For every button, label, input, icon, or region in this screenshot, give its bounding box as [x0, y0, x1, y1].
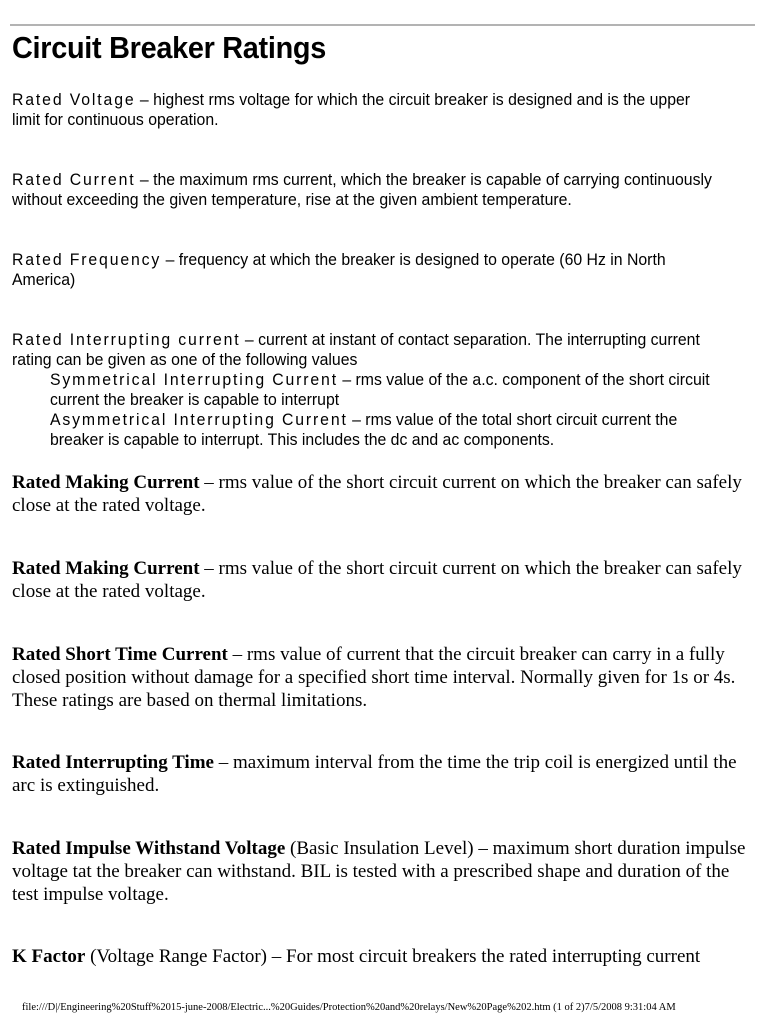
- definition-text: – highest rms voltage for which the circuit breaker is designed and is the upper limit for continuous operation.: [12, 90, 691, 129]
- definition-rated-making-current: [12, 471, 748, 517]
- definition-text: (Voltage Range Factor) – For most circuit breakers the rated interrupting current: [85, 946, 701, 967]
- definition-text: – rms value of the a.c. component of the short circuit current the breaker is capable to interrupt: [50, 370, 710, 409]
- definition-term: Rated Short Time Current: [12, 644, 228, 665]
- top-divider: [10, 24, 755, 26]
- definition-term: Symmetrical Interrupting Current: [50, 370, 338, 389]
- definition-rated-voltage: [12, 90, 719, 130]
- definition-rated-current: [12, 170, 719, 210]
- definition-text: (Basic Insulation Level) – maximum short duration impulse voltage tat the breaker can withstand. BIL is tested with a prescribed shape and duration of the test impulse voltage.: [12, 838, 746, 905]
- definition-term: Rated Making Current: [12, 472, 200, 493]
- definition-text: – rms value of current that the circuit breaker can carry in a fully closed position without damage for a specified short time interval. Normally given for 1s or 4s. These ratings are based on thermal limitations.: [12, 644, 736, 711]
- definition-text: – current at instant of contact separation. The interrupting current rating can be given as one of the following values: [12, 330, 700, 369]
- definition-term: Rated Current: [12, 170, 136, 189]
- page-footer-url: file:///D|/Engineering%20Stuff%2015-june-2008/Electric...%20Guides/Protection%20and%20relays/New%20Page%202.htm (1 of 2)7/5/2008 9:31:04 AM: [22, 1002, 676, 1013]
- definition-rated-frequency: [12, 250, 719, 290]
- definition-text: – frequency at which the breaker is designed to operate (60 Hz in North America): [12, 250, 666, 289]
- subdefinition-asymmetrical: [50, 410, 720, 450]
- definition-rated-interrupting-time: [12, 751, 748, 797]
- definition-text: – rms value of the short circuit current on which the breaker can safely close at the rated voltage.: [12, 472, 742, 516]
- definition-rated-interrupting-current: [12, 330, 719, 370]
- definition-term: Rated Making Current: [12, 558, 200, 579]
- definition-term: Rated Frequency: [12, 250, 162, 269]
- definition-text: – rms value of the total short circuit current the breaker is capable to interrupt. This includes the dc and ac components.: [50, 410, 678, 449]
- definition-rated-making-current-repeat: [12, 557, 748, 603]
- definition-k-factor: [12, 945, 748, 968]
- definition-rated-short-time-current: [12, 643, 748, 712]
- definition-term: Rated Interrupting current: [12, 330, 241, 349]
- definition-text: – the maximum rms current, which the breaker is capable of carrying continuously without exceeding the given temperature, rise at the given ambient temperature.: [12, 170, 712, 209]
- definition-term: Rated Voltage: [12, 90, 136, 109]
- subdefinition-symmetrical: [50, 370, 720, 410]
- definition-term: Rated Interrupting Time: [12, 752, 214, 773]
- definition-rated-impulse-withstand-voltage: [12, 837, 748, 906]
- definition-text: – maximum interval from the time the trip coil is energized until the arc is extinguished.: [12, 752, 737, 796]
- definition-term: K Factor: [12, 946, 86, 967]
- page-title: Circuit Breaker Ratings: [12, 30, 327, 65]
- definition-term: Asymmetrical Interrupting Current: [50, 410, 348, 429]
- definition-term: Rated Impulse Withstand Voltage: [12, 838, 286, 859]
- definition-text: – rms value of the short circuit current on which the breaker can safely close at the rated voltage.: [12, 558, 742, 602]
